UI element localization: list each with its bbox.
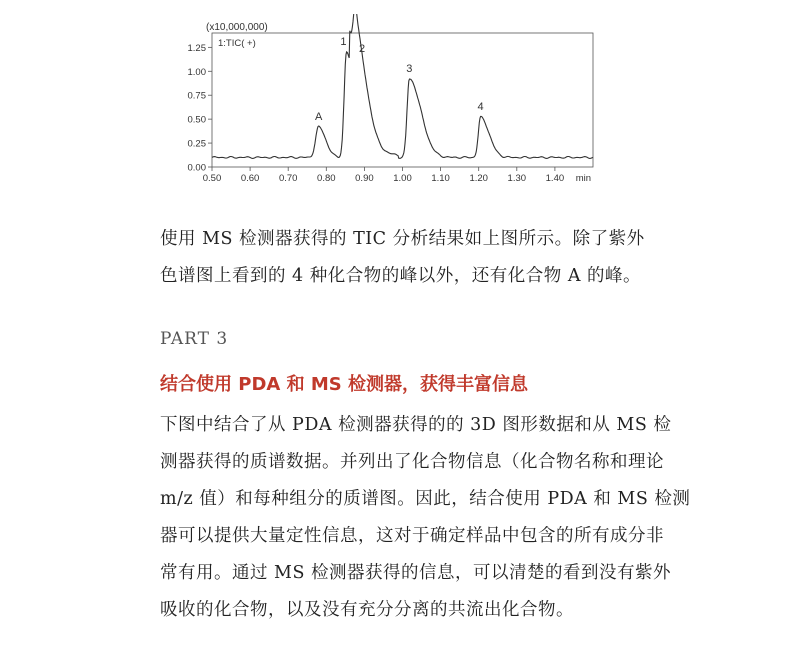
paragraph-line: 色谱图上看到的 4 种化合物的峰以外，还有化合物 A 的峰。: [160, 266, 642, 286]
x-tick-label: 0.90: [355, 173, 374, 184]
paragraph-line: m/z 值）和每种组分的质谱图。因此，结合使用 PDA 和 MS 检测: [160, 489, 691, 509]
peak-label: 2: [358, 42, 366, 55]
paragraph-line: 测器获得的质谱数据。并列出了化合物信息（化合物名称和理论: [160, 452, 664, 472]
part-label: PART 3: [160, 329, 229, 349]
tic-trace-line: [212, 14, 593, 158]
x-tick-label: 1.00: [393, 173, 412, 184]
x-tick-label: 1.30: [507, 173, 527, 184]
y-axis: [188, 43, 213, 174]
peak-label: 4: [477, 101, 484, 114]
y-tick-label: 0.25: [187, 138, 206, 150]
trace-label: 1:TIC( +): [218, 38, 256, 49]
x-tick-label: 0.80: [317, 173, 336, 184]
x-unit-label: min: [575, 173, 591, 184]
peak-label: 3: [406, 62, 413, 75]
plot-frame: [212, 33, 593, 167]
paragraph-line: 吸收的化合物，以及没有充分分离的共流出化合物。: [160, 600, 574, 620]
peak-label: A: [315, 110, 323, 123]
y-tick-label: 1.25: [187, 42, 206, 54]
y-tick-label: 0.50: [187, 114, 206, 126]
paragraph-line: 器可以提供大量定性信息，这对于确定样品中包含的所有成分非: [160, 526, 664, 546]
peak-labels: [315, 36, 484, 123]
x-tick-label: 0.60: [240, 173, 260, 184]
y-tick-label: 0.00: [187, 162, 206, 174]
y-tick-label: 1.00: [187, 66, 206, 78]
paragraph-line: 使用 MS 检测器获得的 TIC 分析结果如上图所示。除了紫外: [160, 229, 645, 249]
x-tick-label: 1.40: [545, 173, 565, 184]
y-tick-label: 0.75: [187, 90, 206, 102]
paragraph-pda-ms: [160, 407, 691, 629]
y-scale-label: (x10,000,000): [206, 22, 268, 33]
section-heading: 结合使用 PDA 和 MS 检测器，获得丰富信息: [160, 374, 529, 395]
x-axis: [203, 167, 591, 184]
paragraph-tic-result: [160, 221, 680, 295]
x-tick-label: 1.20: [469, 173, 488, 184]
paragraph-line: 下图中结合了从 PDA 检测器获得的的 3D 图形数据和从 MS 检: [160, 415, 672, 435]
tic-chromatogram-chart: [160, 14, 600, 189]
x-tick-label: 1.10: [431, 173, 450, 184]
peak-label: 1: [340, 36, 347, 49]
x-tick-label: 0.50: [202, 173, 222, 184]
paragraph-line: 常有用。通过 MS 检测器获得的信息，可以清楚的看到没有紫外: [160, 563, 672, 583]
x-tick-label: 0.70: [278, 173, 298, 184]
